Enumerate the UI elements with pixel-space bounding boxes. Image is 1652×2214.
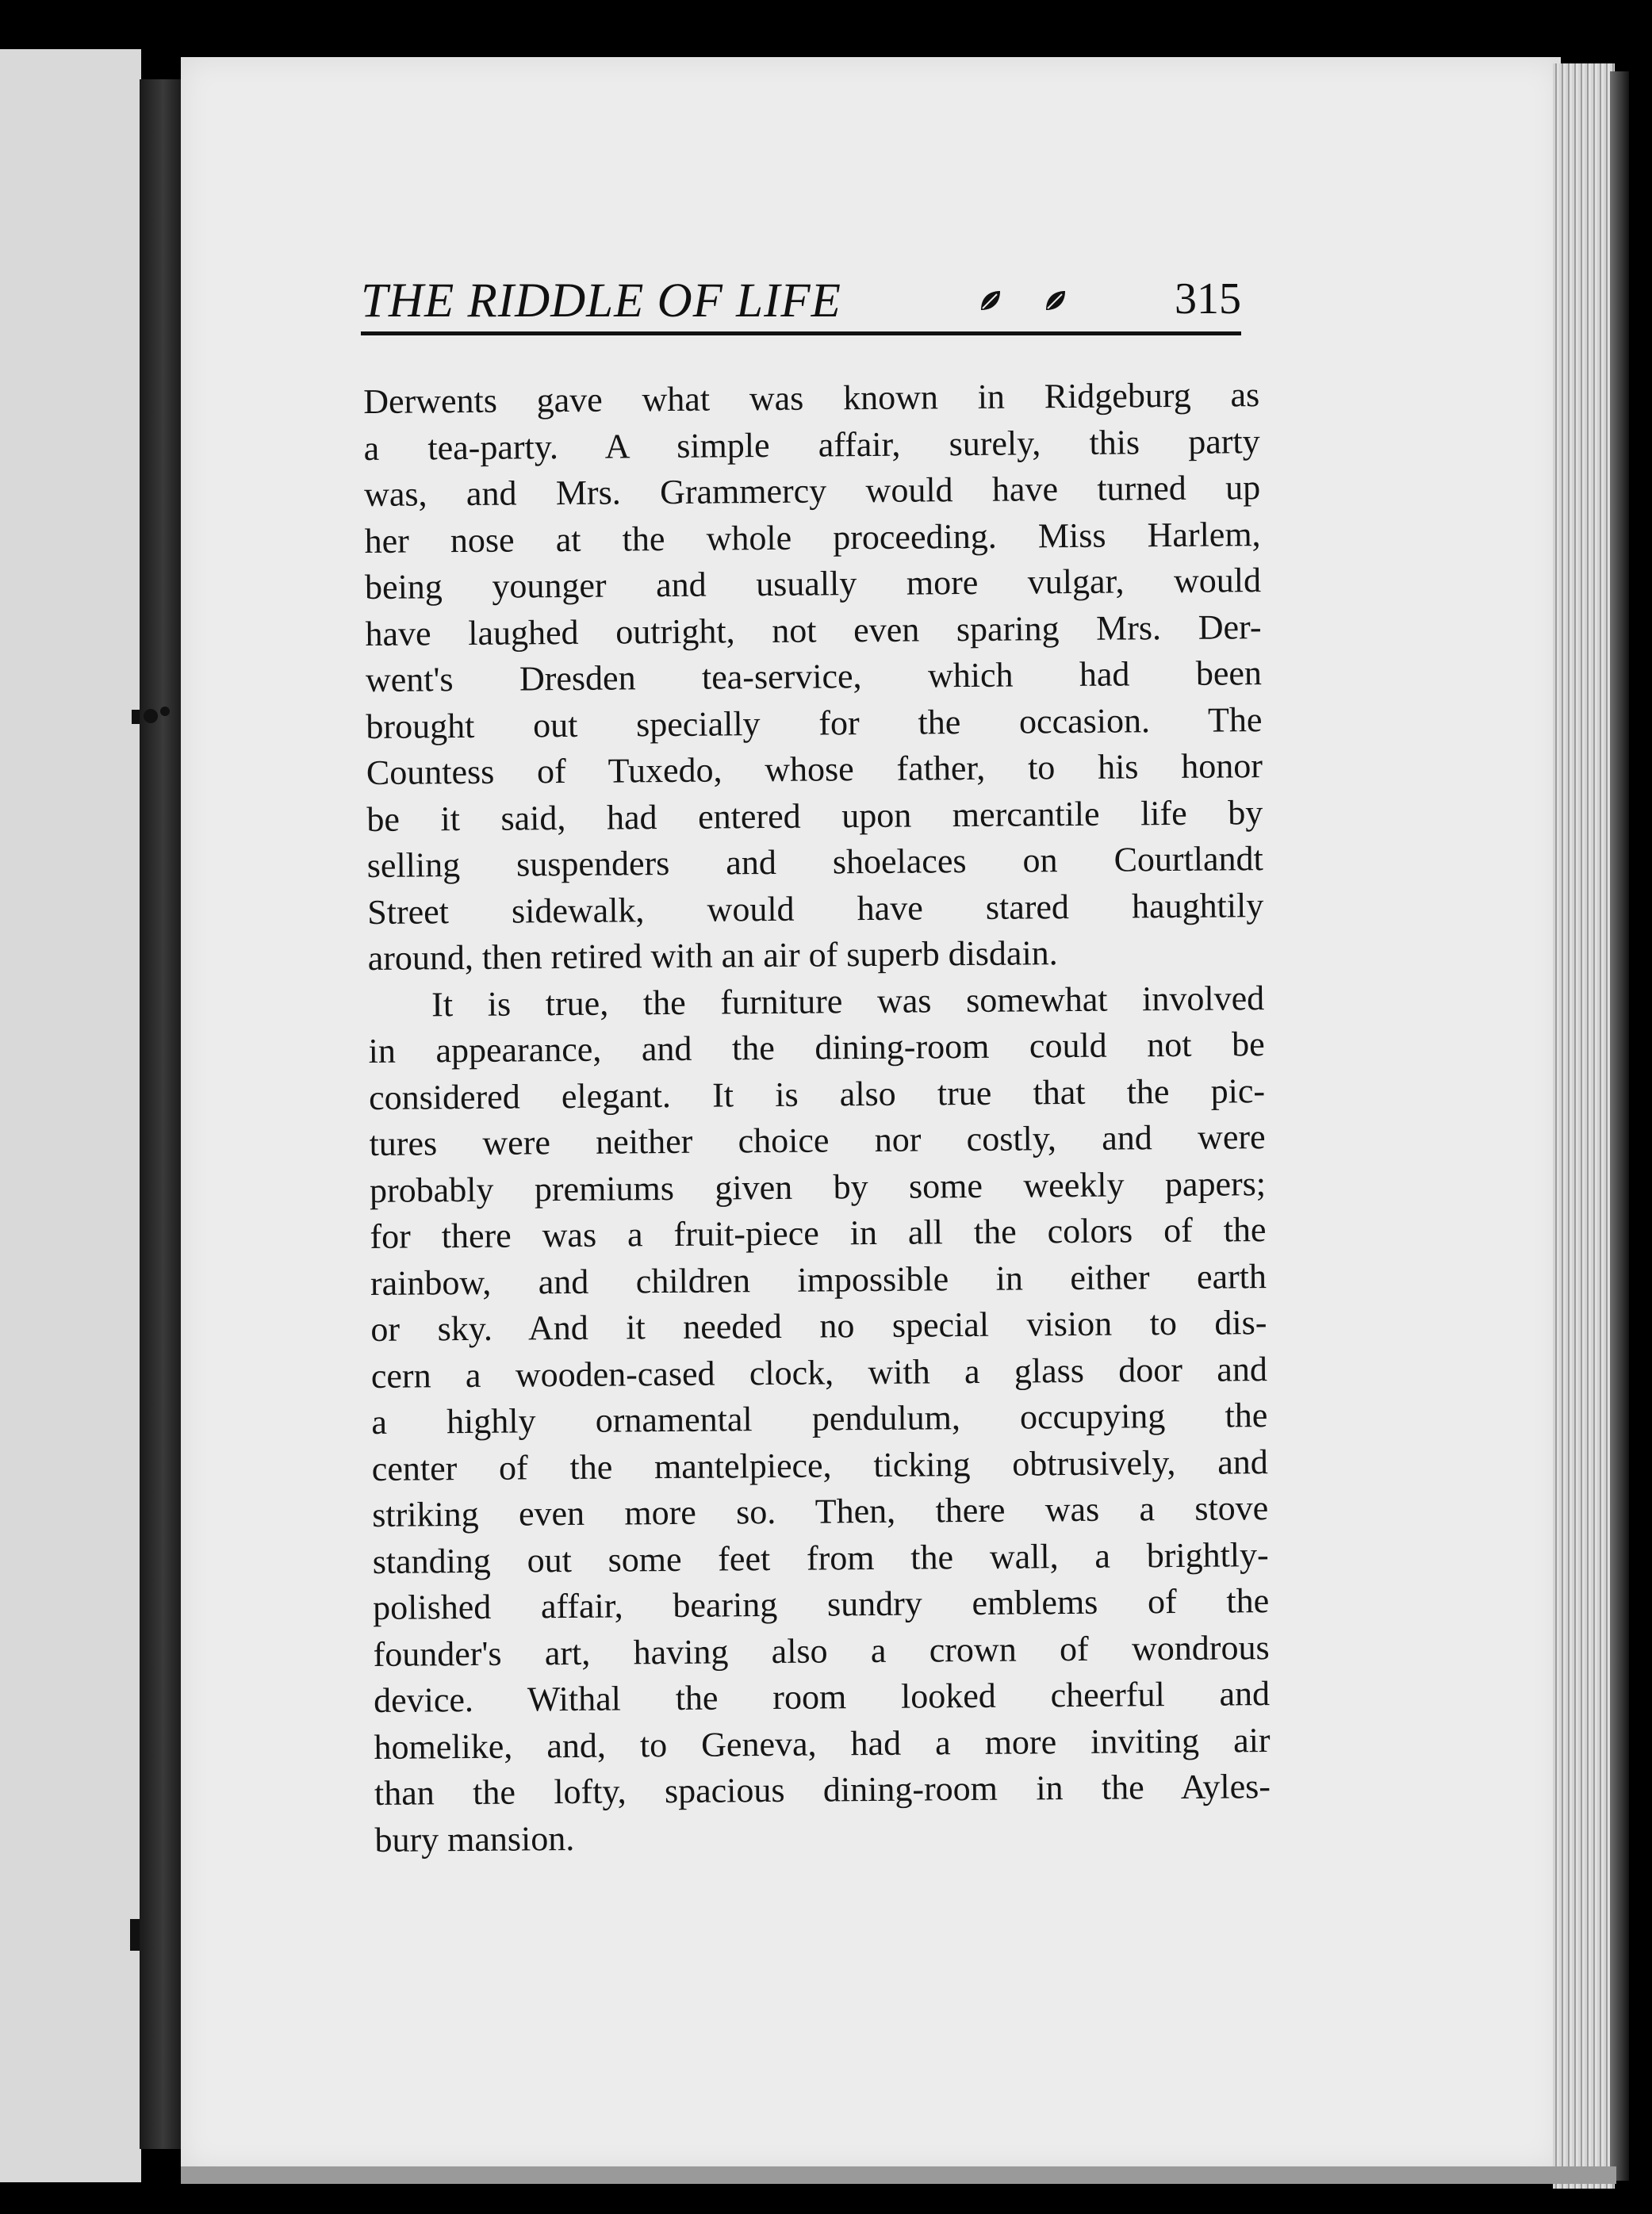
text-line: than the lofty, spacious dining-room in the Ayles- [374,1767,1271,1813]
paragraph [363,372,1264,982]
gutter-smudge-mark [127,702,174,730]
text-line: around, then retired with an air of superb disdain. [367,933,1058,978]
text-line: Street sidewalk, would have stared haughtily [367,885,1264,932]
text-line: brought out specially for the occasion. The [366,699,1263,746]
gutter-smudge-mark [128,1919,141,1951]
running-title: THE RIDDLE OF LIFE [361,274,841,328]
text-line: her nose at the whole proceeding. Miss Harlem, [364,514,1261,561]
text-line: went's Dresden tea-service, which had been [365,653,1263,699]
text-line: founder's art, having also a crown of wondrous [373,1627,1270,1674]
running-header [361,274,1241,337]
text-line: selling suspenders and shoelaces on Courtlandt [366,839,1263,885]
text-line: probably premiums given by some weekly papers; [369,1163,1267,1210]
text-line: polished affair, bearing sundry emblems of the [372,1581,1270,1627]
text-line: tures were neither choice nor costly, and were [369,1117,1266,1163]
text-line: in appearance, and the dining-room could not be [368,1025,1265,1071]
paragraph [368,975,1271,1864]
page-edges [1553,63,1615,2189]
text-line: bury mansion. [374,1818,575,1860]
text-line: Countess of Tuxedo, whose father, to his honor [366,746,1263,792]
text-line: It is true, the furniture was somewhat involved [431,978,1265,1024]
text-line: homelike, and, to Geneva, had a more inviting air [374,1720,1271,1767]
text-line: rainbow, and children impossible in either earth [370,1256,1267,1303]
page-edges-shadow [1610,71,1629,2181]
text-line: be it said, had entered upon mercantile life by [366,792,1263,839]
leaf-ornament-icon [1043,288,1068,313]
text-line: or sky. And it needed no special vision to dis- [370,1303,1267,1349]
facing-page-edge [0,49,141,2182]
text-line: for there was a fruit-piece in all the colors of the [370,1210,1267,1256]
body-text [363,372,1271,1864]
leaf-ornament-icon [978,288,1003,313]
header-rule [361,331,1241,335]
text-line: a tea-party. A simple affair, surely, this party [363,421,1260,468]
text-line: standing out some feet from the wall, a brightly- [372,1534,1269,1581]
text-line: cern a wooden-cased clock, with a glass door and [370,1349,1268,1396]
text-line: Derwents gave what was known in Ridgeburg as [363,375,1260,421]
page-bottom-edge [181,2166,1616,2184]
text-line: striking even more so. Then, there was a stove [372,1488,1269,1534]
book-gutter [140,79,182,2149]
text-line: considered elegant. It is also true that the pic- [368,1071,1266,1117]
text-line: a highly ornamental pendulum, occupying the [371,1396,1268,1442]
text-line: center of the mantelpiece, ticking obtrusively, and [371,1442,1268,1488]
text-line: was, and Mrs. Grammercy would have turned up [363,468,1261,514]
text-line: being younger and usually more vulgar, would [364,561,1262,607]
page-number: 315 [1175,274,1241,324]
text-line: have laughed outright, not even sparing Mrs. Der- [365,607,1262,653]
text-line: device. Withal the room looked cheerful and [373,1674,1271,1720]
